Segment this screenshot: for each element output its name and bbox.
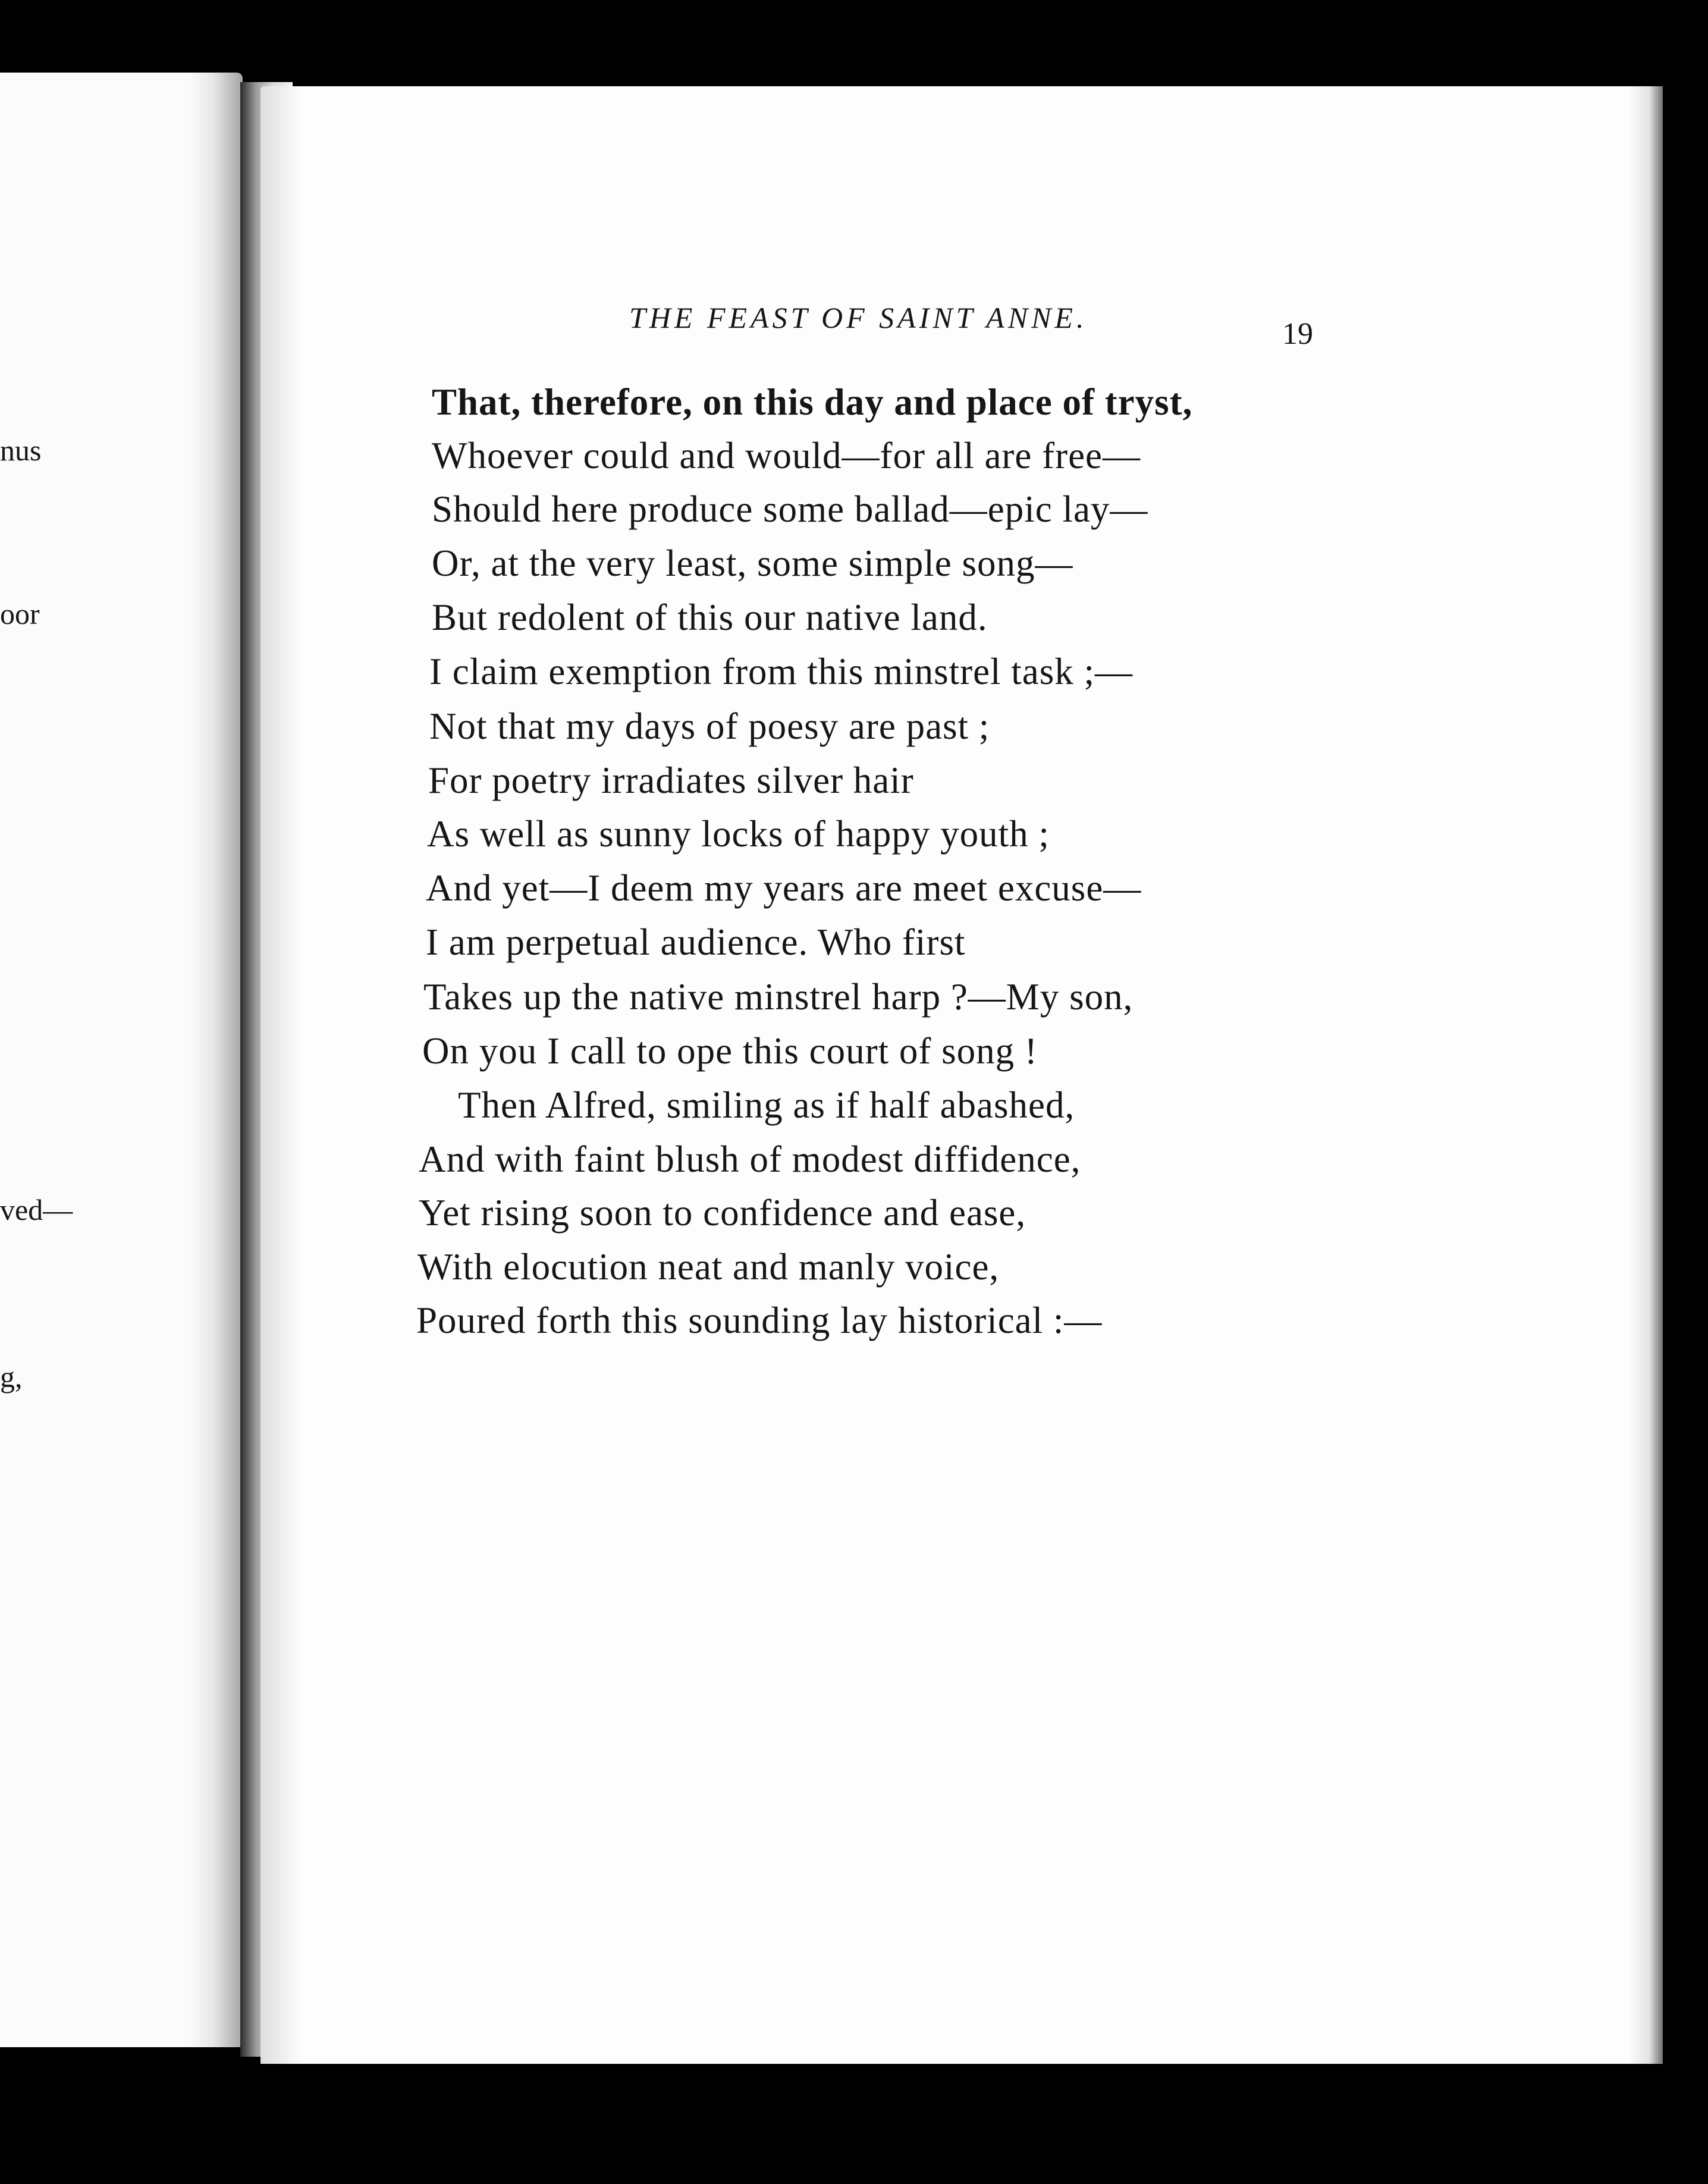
- poem-line: Yet rising soon to confidence and ease,: [419, 1192, 1026, 1234]
- poem-line: Should here produce some ballad—epic lay—: [432, 488, 1148, 530]
- poem-line: Not that my days of poesy are past ;: [429, 705, 990, 747]
- poem-line: Poured forth this sounding lay historical :—: [416, 1300, 1103, 1341]
- left-page-fragment: ved—: [0, 1193, 73, 1226]
- poem-line: As well as sunny locks of happy youth ;: [427, 813, 1050, 855]
- poem-line: I claim exemption from this minstrel task ;—: [429, 651, 1134, 692]
- poem-line: Or, at the very least, some simple song—: [432, 542, 1073, 584]
- left-facing-page: [0, 73, 243, 2047]
- poem-line: But redolent of this our native land.: [432, 597, 988, 638]
- poem-line: I am perpetual audience. Who first: [426, 921, 966, 963]
- poem-line: Takes up the native minstrel harp ?—My son,: [423, 976, 1134, 1018]
- page-shadow: [189, 73, 243, 2047]
- poem-line: And yet—I deem my years are meet excuse—: [426, 867, 1142, 909]
- poem-line: On you I call to ope this court of song !: [422, 1030, 1038, 1072]
- page-number: 19: [1282, 317, 1313, 351]
- left-page-fragment: nus: [0, 434, 42, 467]
- poem-line: Then Alfred, smiling as if half abashed,: [458, 1084, 1075, 1126]
- right-page: [260, 86, 1663, 2064]
- running-head: THE FEAST OF SAINT ANNE.: [629, 301, 1088, 334]
- poem-line: And with faint blush of modest diffidence,: [419, 1138, 1081, 1180]
- poem-line: For poetry irradiates silver hair: [428, 760, 914, 801]
- left-page-fragment: oor: [0, 597, 40, 630]
- poem-line: With elocution neat and manly voice,: [417, 1246, 1000, 1288]
- poem-line: Whoever could and would—for all are free—: [432, 435, 1141, 476]
- page-edge: [1628, 86, 1663, 2064]
- left-page-fragment: g,: [0, 1360, 23, 1394]
- page-shadow: [260, 86, 302, 2064]
- poem-line: That, therefore, on this day and place of tryst,: [432, 381, 1193, 423]
